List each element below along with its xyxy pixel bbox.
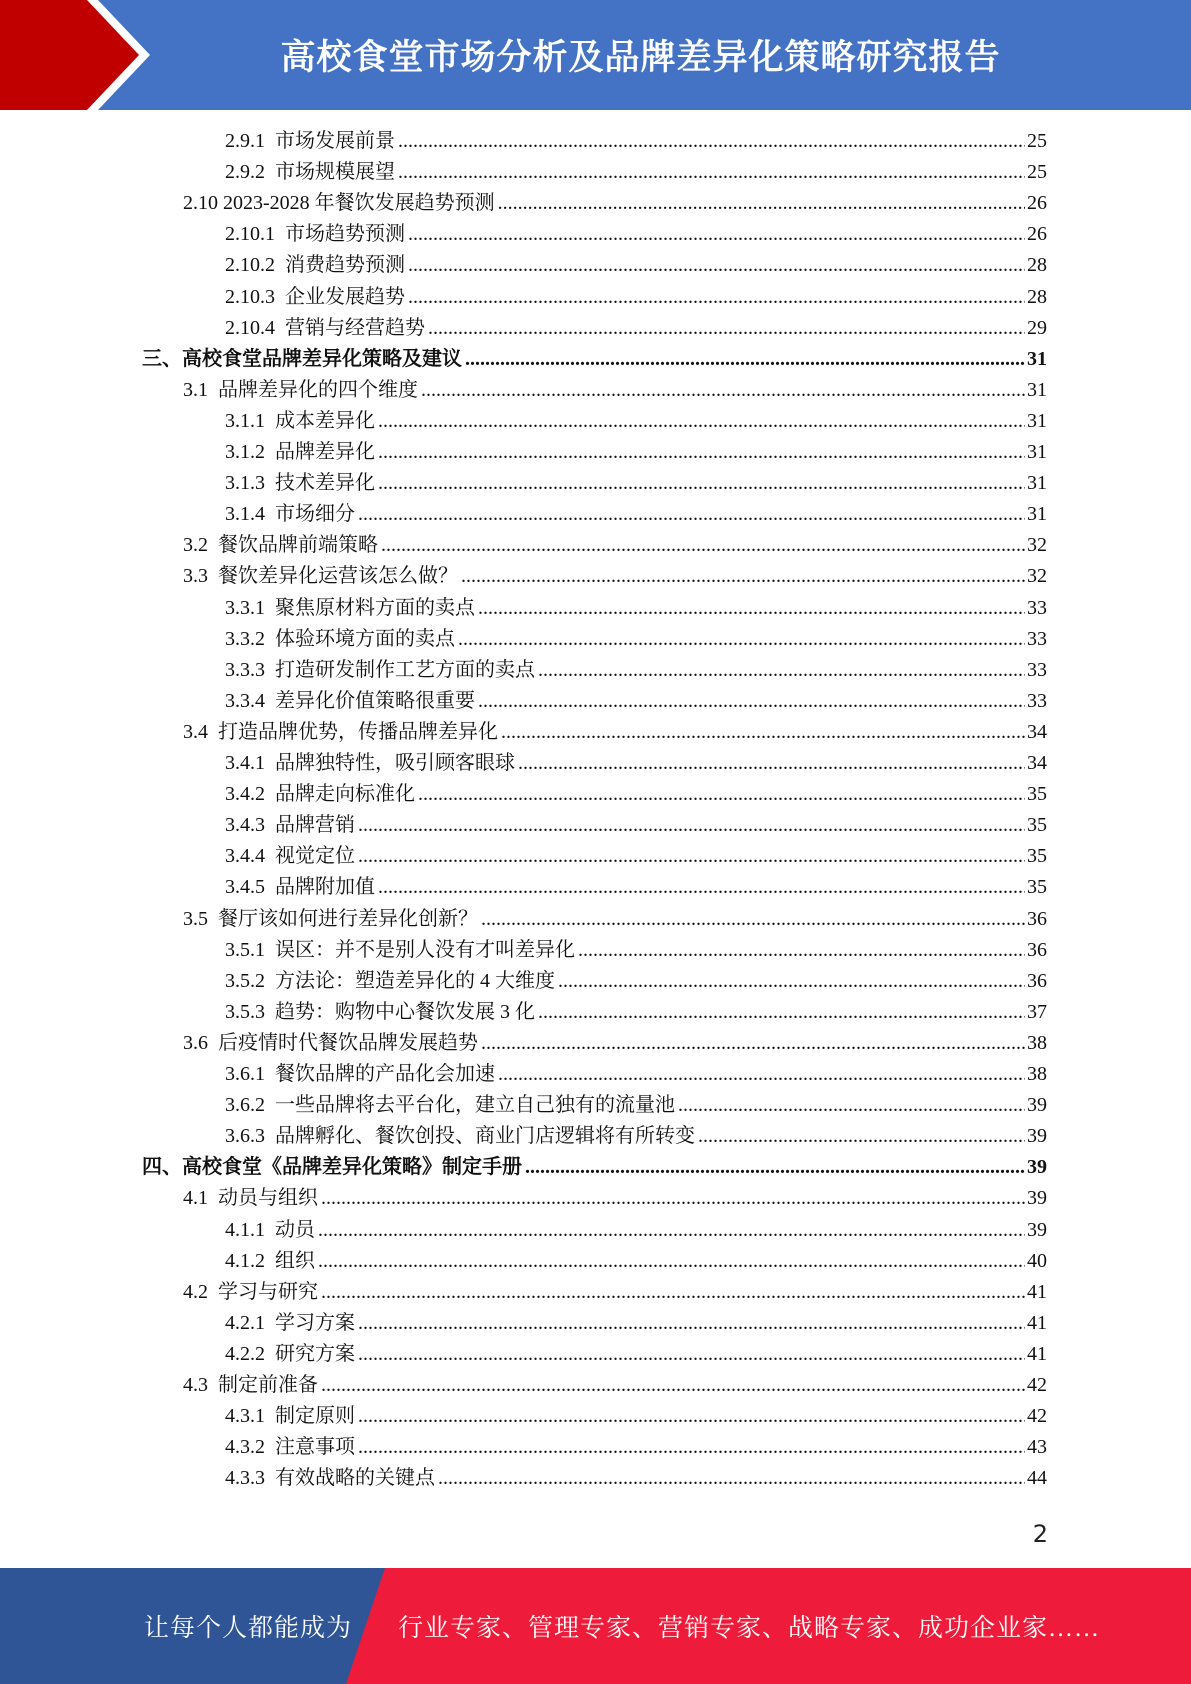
toc-dot-leader: [525, 1152, 1025, 1183]
toc-entry-number: 2.10: [183, 192, 223, 215]
footer-slogan-left: 让每个人都能成为: [144, 1615, 353, 1642]
toc-entry-number: 3.5.3: [225, 1000, 275, 1023]
toc-entry-title: 学习与研究: [218, 1280, 318, 1303]
toc-entry-title: 差异化价值策略很重要: [275, 689, 475, 712]
toc-entry-title: 餐饮品牌前端策略: [218, 534, 378, 557]
toc-entry[interactable]: [183, 188, 1047, 219]
toc-entry[interactable]: [225, 437, 1047, 468]
toc-entry-page: 26: [1027, 192, 1047, 215]
toc-dot-leader: [358, 1401, 1025, 1432]
toc-dot-leader: [678, 1090, 1025, 1121]
toc-entry[interactable]: [225, 1432, 1047, 1463]
toc-entry-page: 34: [1027, 752, 1047, 774]
toc-entry-page: 36: [1027, 938, 1047, 961]
toc-entry[interactable]: [225, 406, 1047, 437]
toc-entry[interactable]: [225, 872, 1047, 903]
toc-entry-number: 3.4.3: [225, 814, 275, 837]
toc-entry-number: 3.1.4: [225, 503, 275, 526]
toc-entry-page: 31: [1027, 441, 1047, 463]
toc-entry-title: 品牌差异化: [275, 441, 375, 463]
toc-dot-leader: [318, 1215, 1025, 1246]
toc-entry-title: 体验环境方面的卖点: [275, 627, 455, 650]
toc-entry-number: 2.10.1: [225, 223, 285, 246]
toc-entry-title: 学习方案: [275, 1311, 355, 1334]
toc-entry-page: 44: [1027, 1467, 1047, 1490]
toc-entry-number: 3.6: [183, 1031, 218, 1054]
toc-entry-title: 市场发展前景: [275, 130, 395, 152]
toc-dot-leader: [481, 904, 1025, 935]
toc-entry-number: 3.5.1: [225, 938, 275, 961]
toc-entry-title: 动员: [275, 1218, 315, 1241]
toc-entry-page: 33: [1027, 596, 1047, 619]
toc-entry-number: 4.3.3: [225, 1467, 275, 1490]
toc-entry[interactable]: [225, 250, 1047, 281]
toc-entry-number: 3.2: [183, 534, 218, 557]
toc-entry-page: 25: [1027, 161, 1047, 184]
toc-entry-page: 34: [1027, 720, 1047, 743]
toc-dot-leader: [358, 810, 1025, 841]
toc-dot-leader: [358, 841, 1025, 872]
toc-entry-number: 3.5.2: [225, 969, 275, 992]
toc-entry-page: 25: [1027, 130, 1047, 152]
toc-dot-leader: [378, 468, 1025, 499]
toc-entry-number: 3.6.3: [225, 1125, 275, 1148]
toc-entry-title: 有效战略的关键点: [275, 1467, 435, 1490]
toc-entry-title: 四、高校食堂《品牌差异化策略》制定手册: [142, 1156, 522, 1179]
toc-entry[interactable]: [225, 935, 1047, 966]
toc-entry-page: 42: [1027, 1374, 1047, 1396]
toc-entry[interactable]: [225, 499, 1047, 530]
toc-dot-leader: [378, 872, 1025, 903]
toc-entry[interactable]: [225, 1121, 1047, 1152]
toc-entry[interactable]: [225, 468, 1047, 499]
toc-entry-number: 3.3.3: [225, 658, 275, 681]
toc-entry-page: 28: [1027, 285, 1047, 308]
toc-entry-number: 3.1: [183, 378, 218, 401]
toc-entry-title: 趋势：购物中心餐饮发展 3 化: [275, 1000, 535, 1023]
toc-entry-number: 3.4.5: [225, 876, 275, 899]
toc-entry-page: 39: [1027, 1187, 1047, 1210]
toc-dot-leader: [321, 1277, 1025, 1308]
toc-dot-leader: [478, 593, 1025, 624]
toc-entry-page: 35: [1027, 783, 1047, 806]
toc-entry-number: 3.4.2: [225, 783, 275, 806]
toc-entry-page: 41: [1027, 1311, 1047, 1334]
toc-entry-title: 2023-2028 年餐饮发展趋势预测: [223, 192, 495, 215]
toc-entry-page: 35: [1027, 845, 1047, 868]
toc-dot-leader: [378, 437, 1025, 468]
toc-entry[interactable]: [225, 686, 1047, 717]
toc-entry-page: 32: [1027, 565, 1047, 588]
toc-dot-leader: [321, 1183, 1025, 1214]
toc-entry-number: 3.1.2: [225, 441, 275, 463]
toc-entry-page: 31: [1027, 472, 1047, 495]
toc-dot-leader: [418, 779, 1025, 810]
toc-dot-leader: [501, 717, 1025, 748]
toc-entry-number: 2.10.4: [225, 316, 285, 339]
toc-entry-page: 26: [1027, 223, 1047, 246]
footer-slogan-right: 行业专家、管理专家、营销专家、战略专家、成功企业家……: [398, 1615, 1101, 1642]
header-banner: [0, 0, 1191, 110]
toc-entry-number: 3.3: [183, 565, 218, 588]
toc-entry-number: 3.6.2: [225, 1094, 275, 1117]
toc-entry[interactable]: [183, 1370, 1047, 1401]
toc-entry[interactable]: [183, 375, 1047, 406]
toc-entry-page: 38: [1027, 1031, 1047, 1054]
toc-entry-number: 3.3.1: [225, 596, 275, 619]
toc-entry-title: 餐厅该如何进行差异化创新？: [218, 907, 478, 930]
toc-entry-title: 制定原则: [275, 1405, 355, 1428]
toc-entry-title: 研究方案: [275, 1342, 355, 1365]
toc-entry-title: 打造研发制作工艺方面的卖点: [275, 658, 535, 681]
toc-entry-title: 三、高校食堂品牌差异化策略及建议: [142, 347, 462, 370]
toc-entry[interactable]: [225, 1339, 1047, 1370]
toc-entry-title: 企业发展趋势: [285, 285, 405, 308]
toc-entry[interactable]: [225, 219, 1047, 250]
toc-dot-leader: [538, 655, 1025, 686]
toc-entry-page: 39: [1027, 1218, 1047, 1241]
toc-dot-leader: [408, 219, 1025, 250]
toc-entry[interactable]: [225, 1401, 1047, 1432]
toc-entry[interactable]: [225, 997, 1047, 1028]
document-title: 高校食堂市场分析及品牌差异化策略研究报告: [280, 38, 1001, 78]
toc-dot-leader: [408, 250, 1025, 281]
toc-entry-page: 28: [1027, 254, 1047, 277]
toc-entry[interactable]: [183, 1277, 1047, 1308]
toc-entry-number: 4.2: [183, 1280, 218, 1303]
toc-entry[interactable]: [225, 282, 1047, 313]
toc-entry-number: 4.1.1: [225, 1218, 275, 1241]
toc-entry[interactable]: [225, 1463, 1047, 1494]
toc-entry-page: 33: [1027, 689, 1047, 712]
toc-dot-leader: [378, 406, 1025, 437]
toc-entry-number: 3.6.1: [225, 1063, 275, 1085]
toc-entry-title: 误区：并不是别人没有才叫差异化: [275, 938, 575, 961]
toc-entry[interactable]: [183, 1028, 1047, 1059]
toc-entry-page: 39: [1027, 1125, 1047, 1148]
toc-entry-page: 31: [1027, 503, 1047, 526]
toc-entry[interactable]: [183, 561, 1047, 592]
toc-entry-page: 43: [1027, 1436, 1047, 1459]
toc-entry-title: 市场趋势预测: [285, 223, 405, 246]
toc-entry-title: 注意事项: [275, 1436, 355, 1459]
toc-entry[interactable]: [225, 1308, 1047, 1339]
toc-entry-number: 2.10.3: [225, 285, 285, 308]
toc-dot-leader: [518, 748, 1025, 779]
toc-entry-number: 3.3.2: [225, 627, 275, 650]
toc-dot-leader: [538, 997, 1025, 1028]
toc-entry-number: 4.2.1: [225, 1311, 275, 1334]
toc-entry-title: 消费趋势预测: [285, 254, 405, 277]
toc-entry-number: 4.1.2: [225, 1249, 275, 1272]
toc-entry[interactable]: [183, 530, 1047, 561]
toc-entry[interactable]: [225, 1246, 1047, 1277]
toc-entry-page: 35: [1027, 876, 1047, 899]
toc-entry[interactable]: [225, 966, 1047, 997]
toc-entry-number: 4.3.1: [225, 1405, 275, 1428]
toc-entry-number: 2.9.2: [225, 161, 275, 184]
toc-entry-title: 方法论：塑造差异化的 4 大维度: [275, 969, 555, 992]
toc-entry-title: 制定前准备: [218, 1374, 318, 1396]
toc-entry[interactable]: [225, 810, 1047, 841]
toc-entry[interactable]: [225, 841, 1047, 872]
toc-entry-page: 40: [1027, 1249, 1047, 1272]
toc-dot-leader: [698, 1121, 1025, 1152]
toc-entry-title: 品牌营销: [275, 814, 355, 837]
toc-entry-number: 3.1.3: [225, 472, 275, 495]
toc-dot-leader: [498, 188, 1025, 219]
toc-entry-page: 29: [1027, 316, 1047, 339]
toc-entry-page: 38: [1027, 1063, 1047, 1085]
toc-entry-page: 39: [1027, 1094, 1047, 1117]
toc-dot-leader: [398, 157, 1025, 188]
toc-entry[interactable]: [225, 313, 1047, 344]
toc-dot-leader: [461, 561, 1025, 592]
toc-entry-title: 餐饮差异化运营该怎么做？: [218, 565, 458, 588]
toc-dot-leader: [398, 126, 1025, 157]
toc-entry-page: 32: [1027, 534, 1047, 557]
toc-dot-leader: [358, 499, 1025, 530]
toc-entry-number: 3.4.1: [225, 752, 275, 774]
toc-entry-page: 31: [1027, 409, 1047, 432]
toc-entry-number: 2.10.2: [225, 254, 285, 277]
toc-entry-page: 35: [1027, 814, 1047, 837]
toc-entry-title: 品牌走向标准化: [275, 783, 415, 806]
toc-dot-leader: [428, 313, 1025, 344]
toc-entry-page: 31: [1027, 347, 1047, 370]
toc-entry-number: 4.3.2: [225, 1436, 275, 1459]
toc-entry-title: 技术差异化: [275, 472, 375, 495]
toc-entry[interactable]: [142, 344, 1047, 375]
toc-dot-leader: [558, 966, 1025, 997]
toc-entry-title: 打造品牌优势，传播品牌差异化: [218, 720, 498, 743]
toc-entry[interactable]: [225, 779, 1047, 810]
toc-dot-leader: [321, 1370, 1025, 1401]
toc-entry-page: 33: [1027, 627, 1047, 650]
toc-entry-title: 品牌差异化的四个维度: [218, 378, 418, 401]
toc-dot-leader: [408, 282, 1025, 313]
toc-entry-number: 4.2.2: [225, 1342, 275, 1365]
toc-entry-page: 31: [1027, 378, 1047, 401]
toc-entry[interactable]: [225, 157, 1047, 188]
toc-entry-number: 4.3: [183, 1374, 218, 1396]
toc-dot-leader: [381, 530, 1025, 561]
toc-dot-leader: [481, 1028, 1025, 1059]
toc-entry-number: 3.3.4: [225, 689, 275, 712]
toc-entry-title: 品牌附加值: [275, 876, 375, 899]
toc-entry[interactable]: [225, 1090, 1047, 1121]
toc-entry-title: 品牌孵化、餐饮创投、商业门店逻辑将有所转变: [275, 1125, 695, 1148]
toc-dot-leader: [358, 1339, 1025, 1370]
toc-entry-title: 餐饮品牌的产品化会加速: [275, 1063, 495, 1085]
toc-entry-number: 3.5: [183, 907, 218, 930]
toc-entry[interactable]: [142, 1152, 1047, 1183]
toc-entry-title: 成本差异化: [275, 409, 375, 432]
toc-entry[interactable]: [225, 593, 1047, 624]
toc-entry-page: 33: [1027, 658, 1047, 681]
toc-entry[interactable]: [225, 624, 1047, 655]
toc-entry-page: 41: [1027, 1280, 1047, 1303]
toc-dot-leader: [578, 935, 1025, 966]
toc-dot-leader: [458, 624, 1025, 655]
toc-entry[interactable]: [225, 126, 1047, 157]
toc-entry-number: 3.1.1: [225, 409, 275, 432]
toc-entry-title: 视觉定位: [275, 845, 355, 868]
footer-banner: [0, 1568, 1191, 1684]
page-number: 2: [1032, 1520, 1048, 1548]
toc-entry-title: 动员与组织: [218, 1187, 318, 1210]
toc-entry-title: 品牌独特性，吸引顾客眼球: [275, 752, 515, 774]
toc-entry[interactable]: [225, 1215, 1047, 1246]
toc-entry-title: 营销与经营趋势: [285, 316, 425, 339]
toc-entry-number: 2.9.1: [225, 130, 275, 152]
toc-entry-page: 36: [1027, 969, 1047, 992]
toc-entry-number: 3.4.4: [225, 845, 275, 868]
toc-dot-leader: [478, 686, 1025, 717]
toc-dot-leader: [465, 344, 1025, 375]
toc-dot-leader: [438, 1463, 1025, 1494]
toc-dot-leader: [358, 1432, 1025, 1463]
toc-entry[interactable]: [225, 655, 1047, 686]
toc-entry-page: 39: [1027, 1156, 1047, 1179]
toc-entry[interactable]: [225, 1059, 1047, 1090]
toc-dot-leader: [421, 375, 1025, 406]
toc-entry-page: 36: [1027, 907, 1047, 930]
toc-dot-leader: [358, 1308, 1025, 1339]
toc-entry-page: 37: [1027, 1000, 1047, 1023]
toc-entry[interactable]: [183, 1183, 1047, 1214]
toc-dot-leader: [318, 1246, 1025, 1277]
toc-entry-title: 市场细分: [275, 503, 355, 526]
toc-entry[interactable]: [183, 904, 1047, 935]
toc-entry-page: 42: [1027, 1405, 1047, 1428]
toc-entry[interactable]: [183, 717, 1047, 748]
toc-entry-title: 聚焦原材料方面的卖点: [275, 596, 475, 619]
toc-entry-title: 组织: [275, 1249, 315, 1272]
toc-dot-leader: [498, 1059, 1025, 1090]
toc-entry-title: 一些品牌将去平台化，建立自己独有的流量池: [275, 1094, 675, 1117]
toc-entry-number: 3.4: [183, 720, 218, 743]
toc-entry-page: 41: [1027, 1342, 1047, 1365]
toc-entry-number: 4.1: [183, 1187, 218, 1210]
toc-entry-title: 市场规模展望: [275, 161, 395, 184]
toc-entry[interactable]: [225, 748, 1047, 779]
toc-entry-title: 后疫情时代餐饮品牌发展趋势: [218, 1031, 478, 1054]
